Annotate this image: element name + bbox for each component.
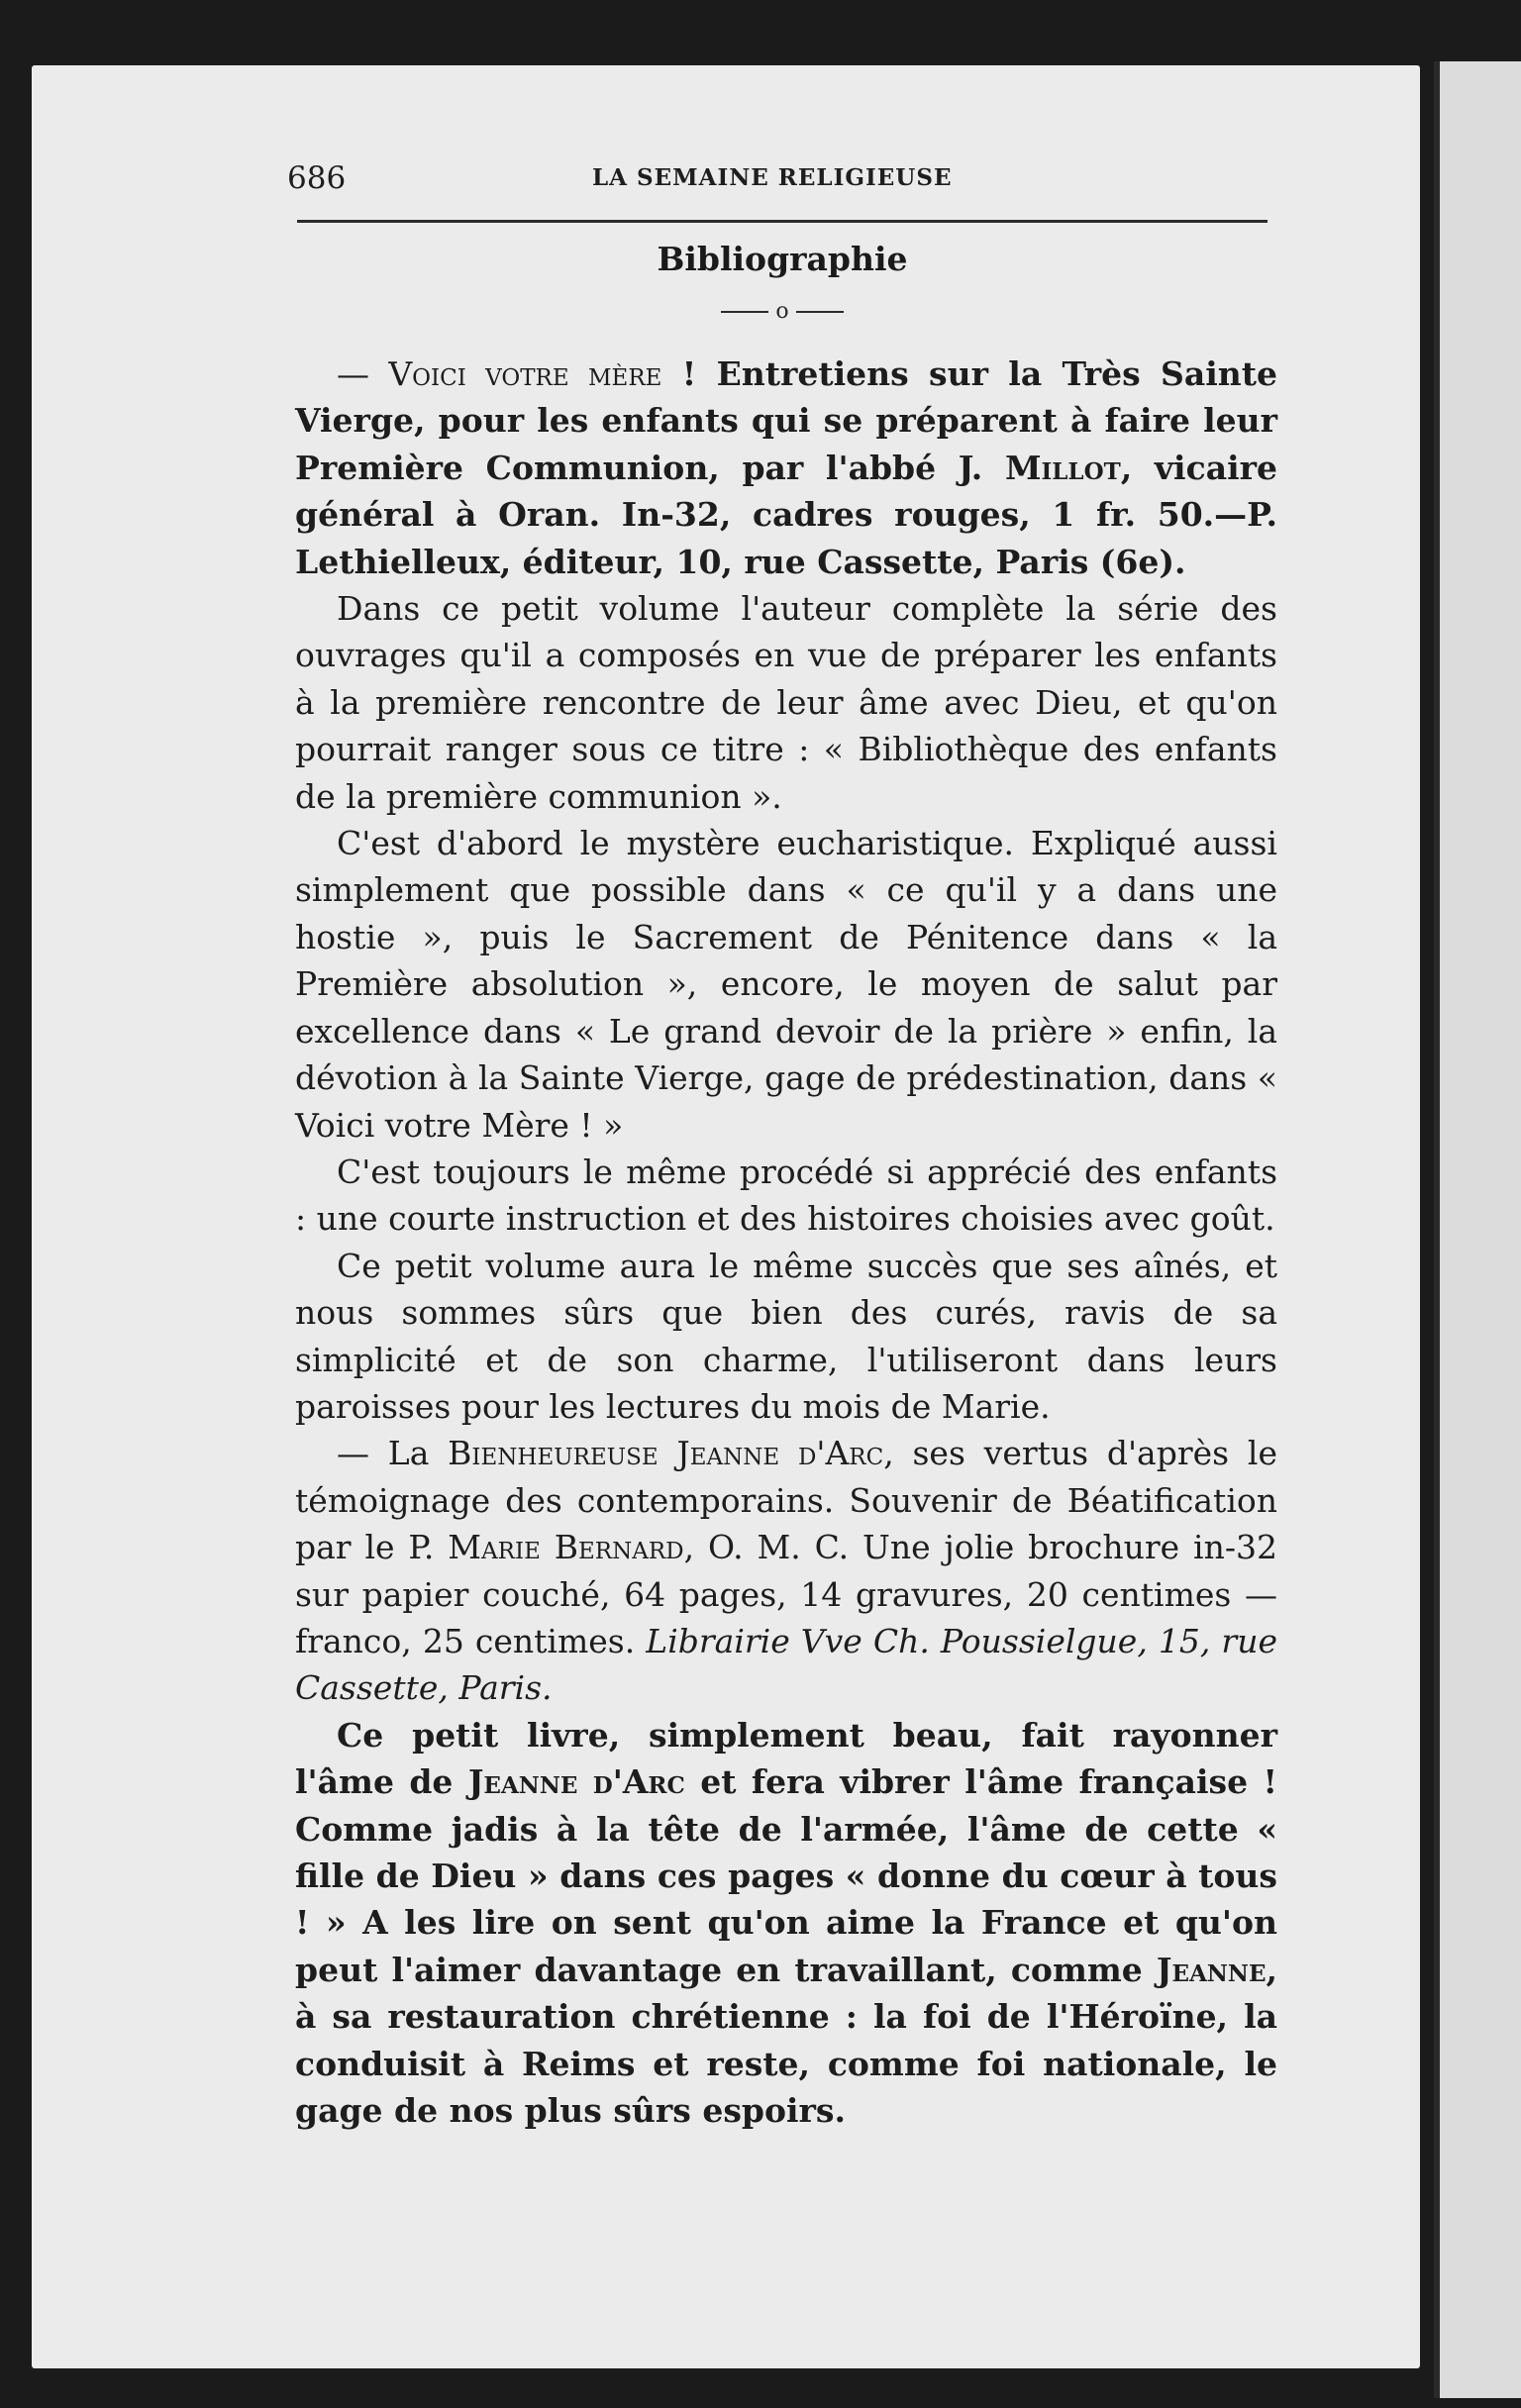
- ornament-glyph: o: [775, 299, 789, 324]
- facing-page-edge: [1434, 61, 1521, 2398]
- entry-2-title: Bienheureuse Jeanne d'Arc: [448, 1434, 884, 1473]
- entry-1-citation: — Voici votre mère ! Entretiens sur la Très Sainte Vierge, pour les enfants qui se préparent à faire leur Première Communion, par l'abbé J. Millot, vicaire général à Oran. In-32, cadres rouges, 1 fr. 50.—P. Lethielleux, éditeur, 10, rue Cassette, Paris (6e).: [295, 354, 1277, 581]
- entry-1-paragraph: Dans ce petit volume l'auteur complète la série des ouvrages qu'il a composés en vue de préparer les enfants à la première rencontre de leur âme avec Dieu, et qu'on pourrait ranger sous ce titre : « Bibliothèque des enfants de la première communion ».: [295, 589, 1277, 816]
- entry-1-paragraph: C'est toujours le même procédé si apprécié des enfants : une courte instruction et des histoires choisies avec goût.: [295, 1152, 1277, 1239]
- section-ornament: [297, 299, 1268, 324]
- page-header: [255, 149, 1266, 208]
- entry-1-title: Voici votre mère: [388, 354, 662, 393]
- page-number: 686: [287, 160, 347, 196]
- article-body: [295, 351, 1277, 2134]
- header-rule: [297, 220, 1268, 223]
- running-head: LA SEMAINE RELIGIEUSE: [592, 164, 953, 191]
- entry-2-citation: — La Bienheureuse Jeanne d'Arc, ses vertus d'après le témoignage des contemporains. Souvenir de Béatification par le P. Marie Bernard, O. M. C. Une jolie brochure in-32 sur papier couché, 64 pages, 14 gravures, 20 centimes — franco, 25 centimes. Librairie Vve Ch. Poussielgue, 15, rue Cassette, Paris.: [295, 1434, 1277, 1708]
- entry-2-publisher: Librairie Vve Ch. Poussielgue, 15, rue Cassette, Paris.: [295, 1621, 1277, 1708]
- entry-2-paragraph: Ce petit livre, simplement beau, fait rayonner l'âme de Jeanne d'Arc et fera vibrer l'âme française ! Comme jadis à la tête de l'armée, l'âme de cette « fille de Dieu » dans ces pages « donne du cœur à tous ! » A les lire on sent qu'on aime la France et qu'on peut l'aimer davantage en travaillant, comme Jeanne, à sa restauration chrétienne : la foi de l'Héroïne, la conduisit à Reims et reste, comme foi nationale, le gage de nos plus sûrs espoirs.: [295, 1715, 1277, 2131]
- entry-1-author: Millot: [1004, 448, 1121, 487]
- entry-2-author: Marie Bernard: [448, 1528, 684, 1567]
- entry-1-paragraph: C'est d'abord le mystère eucharistique. Expliqué aussi simplement que possible dans « ce qu'il y a dans une hostie », puis le Sacrement de Pénitence dans « la Première absolution », encore, le moyen de salut par excellence dans « Le grand devoir de la prière » enfin, la dévotion à la Sainte Vierge, gage de prédestination, dans « Voici votre Mère ! »: [295, 824, 1277, 1145]
- entry-1-paragraph: Ce petit volume aura le même succès que ses aînés, et nous sommes sûrs que bien des curés, ravis de sa simplicité et de son charme, l'utiliseront dans leurs paroisses pour les lectures du mois de Marie.: [295, 1246, 1277, 1426]
- section-title: Bibliographie: [657, 240, 908, 278]
